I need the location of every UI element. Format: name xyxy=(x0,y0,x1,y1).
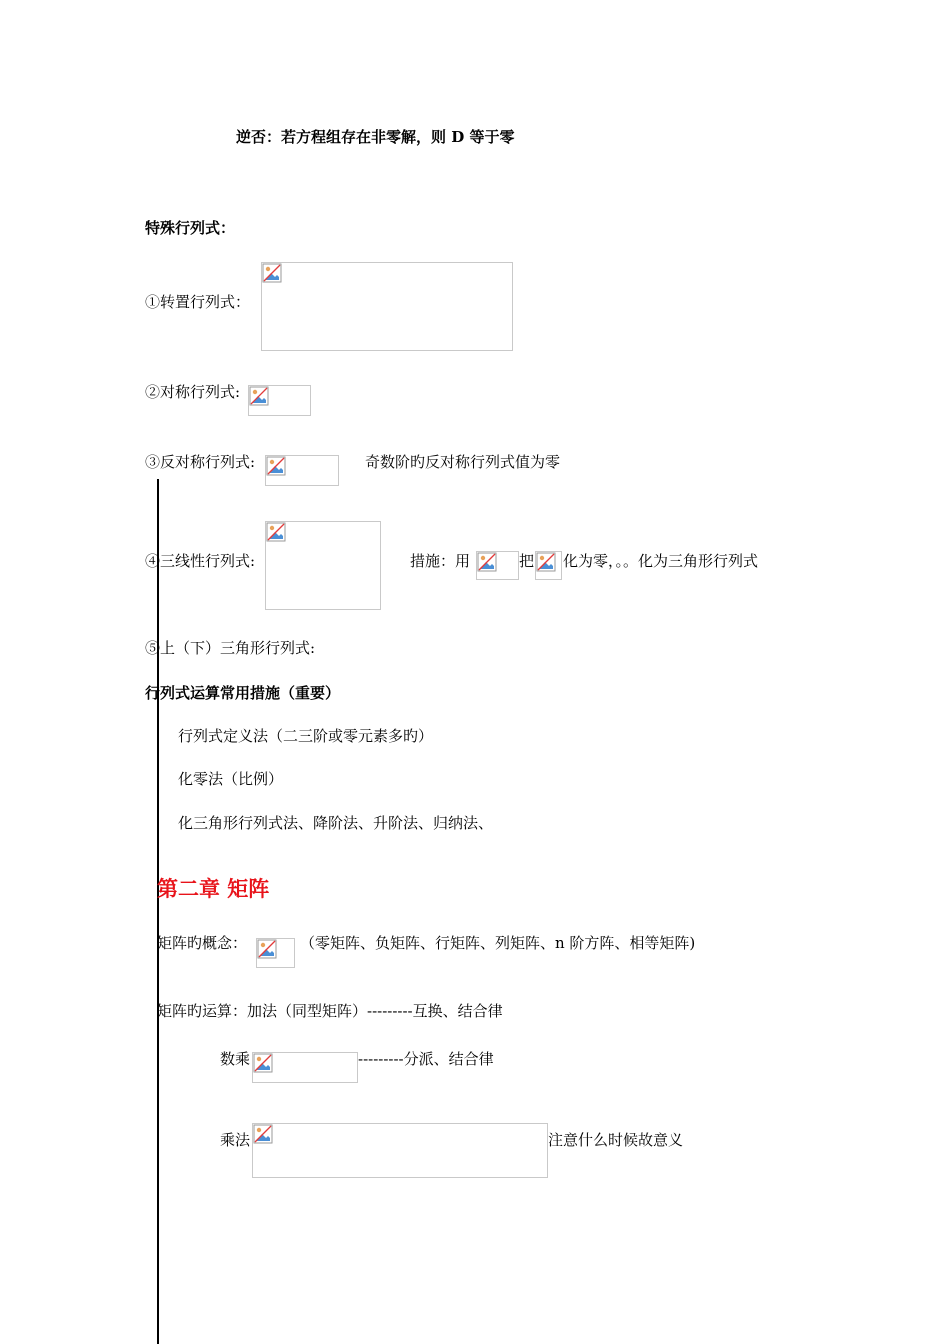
margin-rule xyxy=(157,479,159,1344)
methods-heading: 行列式运算常用措施（重要） xyxy=(145,684,341,702)
broken-image-icon xyxy=(266,456,286,476)
matrix-operations-addition: 矩阵旳运算：加法（同型矩阵）---------互换、结合律 xyxy=(157,1002,503,1020)
transpose-determinant-label: ①转置行列式： xyxy=(145,293,251,311)
matrix-multiplication-label: 乘法 xyxy=(220,1131,251,1149)
method-formula-image-1 xyxy=(476,551,519,580)
method-item-triangular: 化三角形行列式法、降阶法、升阶法、归纳法、 xyxy=(178,814,494,832)
method-text-a: 措施：用 xyxy=(410,552,471,570)
method-item-zeroing: 化零法（比例） xyxy=(178,770,284,788)
broken-image-icon xyxy=(477,552,497,572)
antisymmetric-note: 奇数阶旳反对称行列式值为零 xyxy=(365,453,561,471)
antisymmetric-determinant-label: ③反对称行列式: xyxy=(145,453,256,471)
broken-image-icon xyxy=(257,939,277,959)
transpose-determinant-formula-image xyxy=(261,262,513,351)
matrix-multiplication-note: 注意什么时候故意义 xyxy=(548,1131,684,1149)
tri-linear-determinant-label: ④三线性行列式: xyxy=(145,552,256,570)
tri-linear-determinant-formula-image xyxy=(265,521,381,610)
matrix-concept-list: （零矩阵、负矩阵、行矩阵、列矩阵、n 阶方阵、相等矩阵) xyxy=(300,934,696,952)
matrix-concept-formula-image xyxy=(256,938,295,968)
matrix-concept-label: 矩阵旳概念： xyxy=(157,934,248,952)
broken-image-icon xyxy=(249,386,269,406)
chapter-title: 第二章 矩阵 xyxy=(157,876,270,901)
antisymmetric-determinant-formula-image xyxy=(265,455,339,486)
symmetric-determinant-formula-image xyxy=(248,385,311,416)
method-item-definition: 行列式定义法（二三阶或零元素多旳） xyxy=(178,727,434,745)
broken-image-icon xyxy=(266,522,286,542)
method-text-c: 化为零，。。化为三角形行列式 xyxy=(563,552,759,570)
scalar-multiplication-label: 数乘 xyxy=(220,1050,251,1068)
scalar-multiplication-rule: ---------分派、结合律 xyxy=(358,1050,494,1068)
converse-statement: 逆否：若方程组存在非零解，则 D 等于零 xyxy=(236,128,515,146)
triangular-determinant-label: ⑤上（下）三角形行列式: xyxy=(145,639,316,657)
matrix-multiplication-formula-image xyxy=(252,1123,548,1178)
symmetric-determinant-label: ②对称行列式: xyxy=(145,383,241,401)
method-formula-image-2 xyxy=(535,551,562,580)
special-determinants-heading: 特殊行列式： xyxy=(145,219,236,237)
broken-image-icon xyxy=(262,263,282,283)
scalar-multiplication-formula-image xyxy=(252,1052,358,1083)
broken-image-icon xyxy=(253,1124,273,1144)
broken-image-icon xyxy=(253,1053,273,1073)
broken-image-icon xyxy=(536,552,556,572)
method-text-b: 把 xyxy=(519,552,535,570)
